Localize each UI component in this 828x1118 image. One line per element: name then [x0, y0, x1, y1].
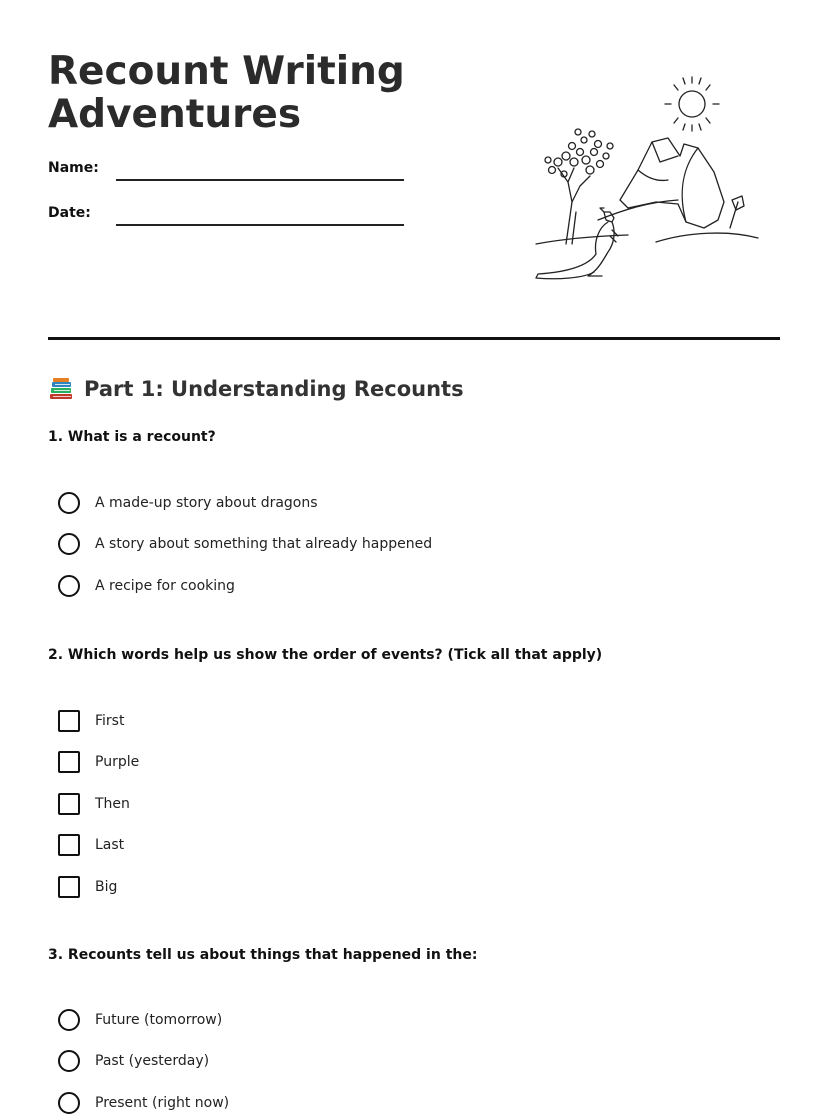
checkbox[interactable]: [58, 751, 80, 773]
question-2-option-3[interactable]: [58, 791, 130, 817]
option-label: Future (tomorrow): [95, 1012, 223, 1028]
question-1-option-3[interactable]: [58, 573, 235, 599]
date-label: Date:: [48, 205, 91, 221]
option-label: Present (right now): [95, 1095, 230, 1111]
question-2-option-1[interactable]: [58, 708, 124, 734]
option-label: A made-up story about dragons: [95, 495, 318, 511]
outback-scene-icon: [528, 72, 764, 284]
question-1-option-2[interactable]: [58, 531, 432, 557]
question-1-option-1[interactable]: [58, 490, 318, 516]
option-label: A recipe for cooking: [95, 578, 235, 594]
option-label: A story about something that already happened: [95, 536, 433, 552]
date-line[interactable]: [116, 224, 404, 226]
question-2-option-5[interactable]: [58, 874, 117, 900]
books-icon: [48, 376, 74, 402]
checkbox[interactable]: [58, 876, 80, 898]
option-label: Last: [95, 837, 125, 853]
kangaroo-icon: [536, 208, 618, 279]
question-3: 3. Recounts tell us about things that happened in the:: [48, 947, 478, 963]
question-2: 2. Which words help us show the order of events? (Tick all that apply): [48, 647, 603, 663]
option-label: Past (yesterday): [95, 1053, 210, 1069]
option-label: First: [95, 713, 125, 729]
question-1: 1. What is a recount?: [48, 429, 216, 445]
radio-button[interactable]: [58, 575, 80, 597]
sun-icon: [665, 77, 719, 131]
signpost-icon: [730, 196, 744, 228]
radio-button[interactable]: [58, 1050, 80, 1072]
radio-button[interactable]: [58, 1092, 80, 1114]
option-label: Purple: [95, 754, 140, 770]
date-field[interactable]: [48, 203, 428, 233]
section-divider: [48, 337, 780, 340]
radio-button[interactable]: [58, 1009, 80, 1031]
option-label: Big: [95, 879, 118, 895]
checkbox[interactable]: [58, 710, 80, 732]
title-line-1: Recount Writing: [48, 49, 405, 94]
question-3-option-2[interactable]: [58, 1048, 209, 1074]
checkbox[interactable]: [58, 834, 80, 856]
name-label: Name:: [48, 160, 99, 176]
radio-button[interactable]: [58, 533, 80, 555]
name-field[interactable]: [48, 158, 428, 188]
question-2-option-4[interactable]: [58, 832, 124, 858]
worksheet-title: [48, 50, 468, 136]
question-3-option-1[interactable]: [58, 1007, 222, 1033]
part-1-heading: [48, 374, 464, 404]
rock-icon: [620, 138, 724, 228]
section-heading-text: Part 1: Understanding Recounts: [84, 377, 464, 401]
question-3-option-3[interactable]: [58, 1090, 229, 1116]
title-line-2: Adventures: [48, 92, 302, 137]
name-line[interactable]: [116, 179, 404, 181]
option-label: Then: [95, 796, 130, 812]
radio-button[interactable]: [58, 492, 80, 514]
question-2-option-2[interactable]: [58, 749, 139, 775]
checkbox[interactable]: [58, 793, 80, 815]
